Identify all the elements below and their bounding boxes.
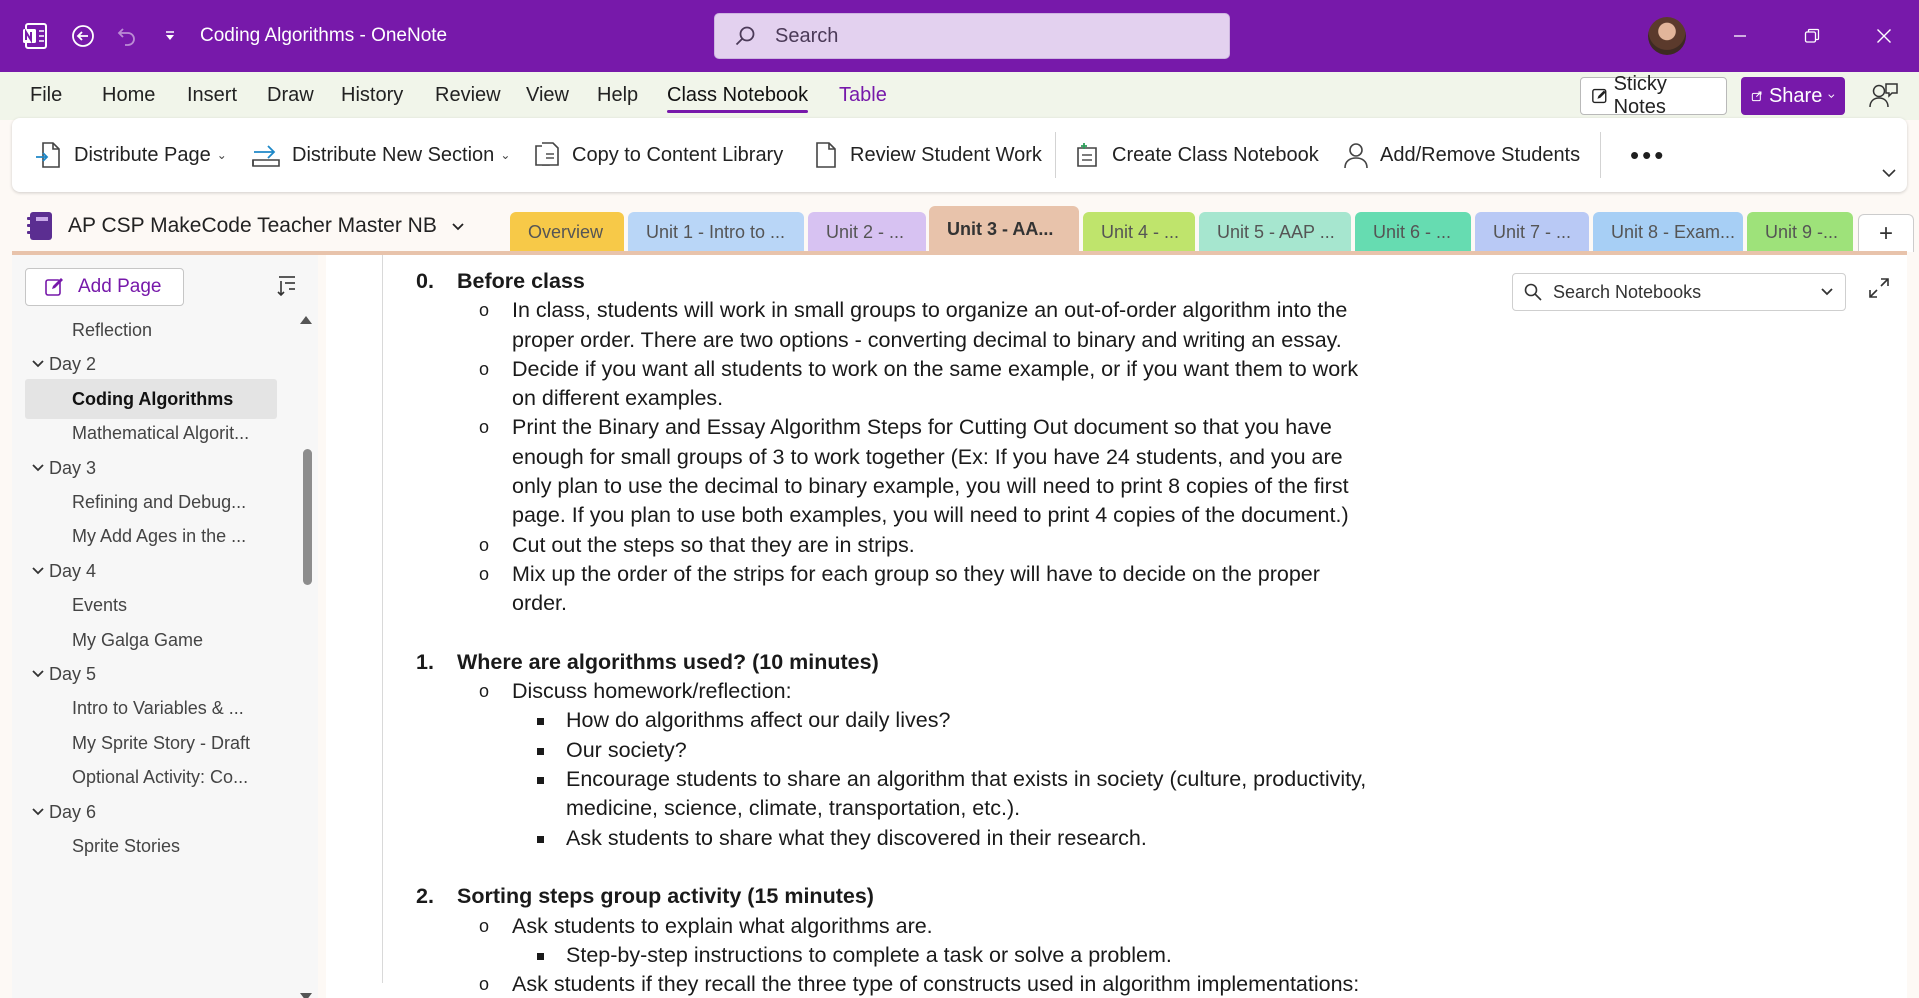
add-page-label: Add Page <box>78 276 162 297</box>
section-tab[interactable]: Unit 4 - ... <box>1083 212 1195 252</box>
sub-bullet-item: Our society? <box>416 736 1376 765</box>
section-tab[interactable]: Overview <box>510 212 624 252</box>
more-options-button[interactable]: ••• <box>1630 139 1667 170</box>
heading-number: 1. <box>416 649 434 674</box>
notebook-selector[interactable] <box>26 206 465 246</box>
menu-history[interactable]: History <box>341 84 404 106</box>
scroll-down-icon[interactable] <box>300 992 312 998</box>
section-tab[interactable]: Unit 7 - ... <box>1475 212 1589 252</box>
page-label: Day 4 <box>49 560 97 581</box>
page-label: Sprite Stories <box>72 836 181 856</box>
menu-insert[interactable]: Insert <box>187 84 238 106</box>
bullet-item: o Ask students if they recall the three type of constructs used in algorithm implementations: <box>416 970 1376 998</box>
notebook-row <box>0 200 1919 252</box>
share-label: Share <box>1768 84 1823 107</box>
menu-class-notebook[interactable]: Class Notebook <box>667 72 808 120</box>
page-label: Reflection <box>72 320 153 340</box>
search-icon <box>715 24 775 48</box>
search-icon <box>1523 282 1543 302</box>
add-remove-students-button[interactable] <box>1342 118 1580 192</box>
add-section-button[interactable]: + <box>1858 214 1914 252</box>
person-icon <box>1342 140 1370 170</box>
distribute-page-label: Distribute Page <box>74 143 211 166</box>
copy-to-content-library-button[interactable] <box>532 118 783 192</box>
chevron-down-icon <box>1819 283 1835 299</box>
section-tab[interactable]: Unit 9 -... <box>1747 212 1853 252</box>
distribute-page-icon <box>34 140 64 170</box>
page-label: Mathematical Algorit... <box>72 423 250 444</box>
section-tab[interactable]: Unit 1 - Intro to ... <box>628 212 804 252</box>
heading-number: 0. <box>416 269 434 293</box>
blank-line <box>416 853 1376 882</box>
title-bar <box>0 0 1919 72</box>
sticky-notes-label: Sticky Notes <box>1613 73 1667 118</box>
minimize-button[interactable] <box>1704 0 1776 72</box>
page-label: Coding Algorithms <box>72 388 234 409</box>
chevron-down-icon <box>1828 91 1835 101</box>
page-label: Intro to Variables & ... <box>72 698 244 719</box>
heading-number: 2. <box>416 884 434 909</box>
section-tab[interactable]: Unit 8 - Exam... <box>1593 212 1743 252</box>
share-button[interactable] <box>1741 77 1845 115</box>
scroll-up-icon[interactable] <box>300 315 312 325</box>
add-remove-students-label: Add/Remove Students <box>1380 143 1581 166</box>
bullet-item: o Ask students to explain what algorithms are. <box>416 912 1376 941</box>
undo-icon[interactable] <box>112 0 142 72</box>
chevron-down-icon: ⌄ <box>500 148 511 162</box>
distribute-section-icon <box>250 140 282 170</box>
note-body[interactable] <box>416 267 1376 998</box>
bullet-item: o Cut out the steps so that they are in strips. <box>416 531 1376 560</box>
sub-bullet-item: How do algorithms affect our daily lives? <box>416 706 1376 735</box>
menu-review[interactable]: Review <box>435 84 501 106</box>
page-label: Events <box>72 595 128 616</box>
onenote-logo-icon <box>18 0 54 72</box>
create-class-notebook-button[interactable] <box>1072 118 1319 192</box>
add-page-icon <box>44 277 64 297</box>
bullet-item: o In class, students will work in small groups to organize an out-of-order algorithm into the proper order. There are two options - converting decimal to binary and writing an essay. <box>416 296 1376 355</box>
sticky-note-icon <box>1591 87 1608 105</box>
distribute-page-button[interactable] <box>34 118 227 192</box>
sticky-notes-button[interactable] <box>1580 73 1727 118</box>
section-tab-active[interactable]: Unit 3 - AA... <box>929 206 1079 252</box>
page-item[interactable] <box>25 826 277 866</box>
page-label: My Sprite Story - Draft <box>72 732 251 753</box>
heading-text: Before class <box>457 269 585 293</box>
close-button[interactable] <box>1848 0 1919 72</box>
sort-icon[interactable] <box>276 273 298 302</box>
collapse-ribbon-icon[interactable] <box>1881 165 1897 186</box>
copy-to-content-library-label: Copy to Content Library <box>572 143 784 166</box>
bullet-item: o Decide if you want all students to work on the same example, or if you want them to work on different examples. <box>416 355 1376 414</box>
numbered-heading <box>416 882 1376 911</box>
avatar[interactable] <box>1648 17 1686 55</box>
quick-access-dropdown-icon[interactable] <box>158 0 182 72</box>
page-label: Optional Activity: Co... <box>72 767 249 788</box>
feedback-icon[interactable] <box>1864 78 1904 114</box>
search-notebooks-label: Search Notebooks <box>1553 281 1702 302</box>
add-page-button[interactable] <box>25 268 184 306</box>
heading-text: Where are algorithms used? (10 minutes) <box>457 649 879 674</box>
sub-bullet-item: Step-by-step instructions to complete a task or solve a problem. <box>416 941 1376 970</box>
distribute-new-section-button[interactable] <box>250 118 510 192</box>
search-notebooks-dropdown[interactable] <box>1512 273 1846 311</box>
section-tab[interactable]: Unit 5 - AAP ... <box>1199 212 1351 252</box>
page-list-scrollbar[interactable] <box>297 313 315 998</box>
numbered-heading <box>416 267 1376 296</box>
menu-draw[interactable]: Draw <box>267 84 314 106</box>
heading-text: Sorting steps group activity (15 minutes) <box>457 884 874 909</box>
section-tab[interactable]: Unit 6 - ... <box>1355 212 1471 252</box>
chevron-down-icon: ⌄ <box>216 148 227 162</box>
restore-button[interactable] <box>1776 0 1848 72</box>
scroll-thumb[interactable] <box>303 449 312 585</box>
ribbon-divider <box>1600 132 1601 178</box>
page-label: Day 2 <box>49 354 97 375</box>
page-label: Day 5 <box>49 664 97 684</box>
bullet-item: o Discuss homework/reflection: <box>416 677 1376 706</box>
bullet-item: o Print the Binary and Essay Algorithm Steps for Cutting Out document so that you have enough for small groups of 3 to work together (Ex: If you have 24 students, and you are only plan to use the decimal to binary example, you will need to print 8 copies of the first page. If you plan to use both examples, you will need to print 4 copies of the document.) <box>416 413 1376 530</box>
page-list-pane <box>12 255 318 998</box>
window-title: Coding Algorithms - OneNote <box>200 25 448 46</box>
section-tab[interactable]: Unit 2 - ... <box>808 212 926 252</box>
expand-icon[interactable] <box>1868 277 1890 304</box>
menu-home[interactable]: Home <box>102 84 156 106</box>
search-box[interactable] <box>714 13 1230 59</box>
page-label: My Galga Game <box>72 629 204 650</box>
back-arrow-icon[interactable] <box>68 0 98 72</box>
page-canvas[interactable] <box>326 255 1907 998</box>
create-notebook-icon <box>1072 140 1102 170</box>
menu-table[interactable]: Table <box>839 84 887 106</box>
menu-help[interactable]: Help <box>597 84 639 106</box>
search-input[interactable] <box>775 25 1195 48</box>
copy-icon <box>532 140 562 170</box>
review-student-work-button[interactable] <box>812 118 1042 192</box>
sub-bullet-item: Encourage students to share an algorithm that exists in society (culture, productivity, medicine, science, climate, transportation, etc.). <box>416 765 1376 824</box>
numbered-heading <box>416 648 1376 677</box>
share-icon <box>1751 87 1763 105</box>
ribbon-toolbar <box>12 118 1907 192</box>
menu-view[interactable]: View <box>526 84 569 106</box>
page-margin-line <box>382 255 383 983</box>
notebook-icon <box>26 210 54 242</box>
document-icon <box>812 140 840 170</box>
notebook-name: AP CSP MakeCode Teacher Master NB <box>68 214 437 237</box>
create-class-notebook-label: Create Class Notebook <box>1112 143 1319 166</box>
chevron-down-icon <box>451 219 465 233</box>
menu-file[interactable]: File <box>30 84 63 106</box>
review-student-work-label: Review Student Work <box>850 143 1042 166</box>
page-label: Day 6 <box>49 801 97 822</box>
page-label: Day 3 <box>49 457 97 478</box>
menu-bar <box>0 72 1919 120</box>
sub-bullet-item: Ask students to share what they discovered in their research. <box>416 824 1376 853</box>
page-label: My Add Ages in the ... <box>72 526 247 547</box>
blank-line <box>416 619 1376 648</box>
ribbon-divider <box>1055 132 1056 178</box>
page-label: Refining and Debug... <box>72 492 247 512</box>
bullet-item: o Mix up the order of the strips for each group so they will have to decide on the proper order. <box>416 560 1376 619</box>
distribute-new-section-label: Distribute New Section <box>292 143 495 166</box>
